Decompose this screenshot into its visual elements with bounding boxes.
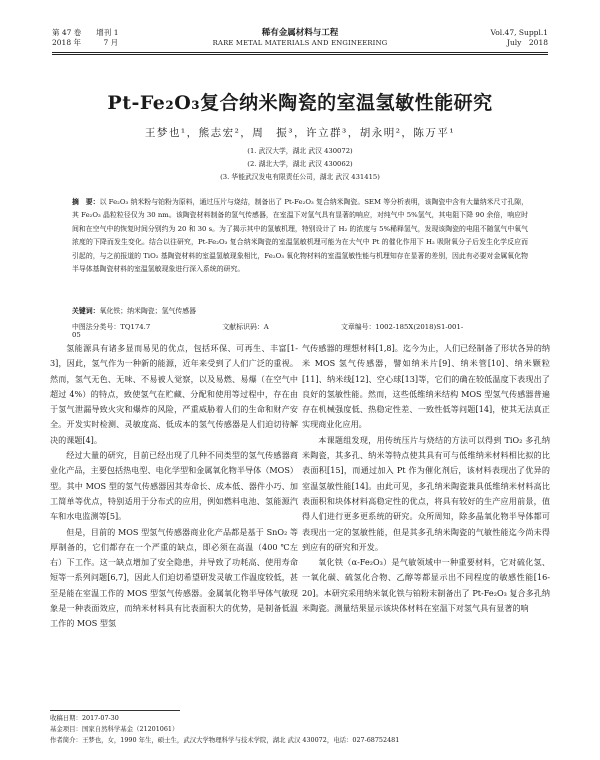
paragraph: 本课题组发现，用传统压片与烧结的方法可以得到 TiO₂ 多孔纳米陶瓷，其多孔、纳米等特点使其具有可与低维纳米材料相比拟的比表面积[15]，而通过加入 Pt 作为催化剂后，该材料表现出了优异的室温氢敏性能[14]。由此可见，多孔纳米陶瓷兼具低维纳米材料高比表面积和块体材料高稳定性的优点，将具有较好的生产应用前景，值得人们进行更多更系统的研究。众所周知，除多晶氧化物半导体都可表现出一定的氢敏性能，但是其多孔纳米陶瓷的气敏性能迄今尚未得到应有的研究和开发。 (302, 434, 550, 552)
clc-number: 中图法分类号：TQ174.7 (72, 323, 151, 331)
header-center (52, 28, 548, 48)
body-column-left (50, 341, 298, 632)
affiliation-1: (1. 武汉大学，湖北 武汉 430072) (247, 147, 353, 155)
year-month-cn: 2018 年 7 月 (52, 38, 119, 47)
volume-issue-cn: 第 47 卷 增刊 1 (52, 28, 119, 37)
article-number: 文章编号：1002-185X(2018)S1-001-05 (72, 323, 464, 339)
footnote-rule (50, 710, 180, 711)
funding: 基金项目：国家自然科学基金（21201061） (50, 724, 179, 733)
abstract-text: 以 Fe₂O₃ 纳米粉与铂粉为原料，通过压片与烧结，制备出了 Pt-Fe₂O₃ 复合纳米陶瓷。SEM 等分析表明，该陶瓷中含有大量纳米尺寸孔隙，其 Fe₂O₃ 晶粒粒径仅为 30 nm。该陶瓷材料制备的氢气传感器，在室温下对氢气具有显著的响应，对纯气中 5%氢气，其电阻下降 90 余倍，响应时间和在空气中的恢复时间分别约为 20 和 30 s。为了揭示其中的氢敏机理，特别设计了 H₂ 的浓度与 5%稀释氢气，发现该陶瓷的电阻不随氢气中氧气浓度的下降而发生变化。结合以往研究，Pt-Fe₂O₃ 复合纳米陶瓷的室温氢敏机理可能为在大气中 Pt 的催化作用下 H₂ 吸附氧分子后发生化学反应而引起的，与之前报道的 TiO₂ 基陶瓷材料的室温氢敏现象相比，Fe₂O₃ 氧化物材料的室温氢敏性能与机理知存在显著的差别，因此有必要对金属氧化物半导体基陶瓷材料的室温氢敏现象进行深入系统的研究。 (72, 198, 528, 274)
paragraph: 氢能源具有诸多显而易见的优点，包括环保、可再生、丰富[1-3]，因此，氢气作为一种新的能源，近年来受到了人们广泛的重视。然而，氢气无色、无味、不易被人觉察，以及易燃、易爆（在空气中超过 4%）的特点，致使氢气在贮藏、分配和使用等过程中，存在由于氢气泄漏导致火灾和爆炸的风险，严重威胁着人们的生命和财产安全。开发实时检测、灵敏度高、低成本的氢气传感器是人们迫切待解决的课题[4]。 (50, 343, 298, 445)
author-bio: 作者简介：王梦也，女，1990 年生，硕士生，武汉大学物理科学与技术学院，湖北 武汉 430072，电话：027-68752481 (50, 735, 400, 744)
document-code: 文献标识码：A (222, 323, 269, 331)
paragraph: 气传感器的理想材料[1,8]。迄今为止，人们已经制备了形状各异的纳米 MOS 氢气传感器，譬如纳米片[9]、纳米管[10]、纳米颗粒[11]、纳米线[12]、空心球[13]等，它们的确在较低温度下表现出了良好的氢敏性能。然而，这些低维纳米结构 MOS 型氢气传感器普遍存在机械强度低、热稳定性差、一致性低等问题[14]，使其无法真正实现商业化应用。 (302, 343, 550, 430)
classification-line (72, 321, 528, 339)
paragraph: 经过大量的研究，目前已经出现了几种不同类型的氢气传感器商业化产品，主要包括热电型、电化学型和金属氧化物半导体（MOS）型。其中 MOS 型的氢气传感器因其寿命长、成本低、器件小巧、加工简单等优点，特别适用于分布式的应用，例如燃料电池、氢能源汽车和水电监测等[5]。 (50, 450, 298, 522)
running-header (52, 28, 548, 54)
keywords (72, 305, 528, 315)
journal-name-cn: 稀有金属材料与工程 (261, 28, 339, 38)
footnotes (50, 713, 550, 745)
paragraph: 但是，目前的 MOS 型氢气传感器商业化产品都是基于 SnO₂ 等厚制备的，它们都存在一个严重的缺点，即必须在高温（400 ℃左右）下工作。这一缺点增加了安全隐患，并导致了功耗高、使用寿命短等一系列问题[6,7]，因此人们迫切希望研发灵敏工作温度较低，甚至是能在室温工作的 MOS 型氢气传感器。金属氧化物半导体气敏现象是一种表面效应，而纳米材料具有比表面积大的优势，是制备低温工作的 MOS 型氢 (50, 526, 298, 629)
paper-title: Pt-Fe₂O₃复合纳米陶瓷的室温氢敏性能研究 (107, 92, 493, 114)
abstract (72, 196, 528, 276)
affiliation-3: (3. 华能武汉发电有限责任公司，湖北 武汉 431415) (220, 173, 380, 181)
author-list: 王梦也¹，熊志宏²，周 振³，许立群³，胡永明²，陈万平¹ (144, 127, 456, 139)
date-en: July 2018 (506, 38, 548, 47)
journal-name-en: RARE METAL MATERIALS AND ENGINEERING (212, 39, 388, 47)
paragraph: 氧化铁（α-Fe₂O₃）是气敏领域中一种重要材料，它对硫化氢、一氧化碳、硫氢化合物、乙醇等都显示出不同程度的敏感性能[16-20]。本研究采用纳米氧化铁与铂粉末制备出了 Pt-Fe₂O₃ 复合多孔纳米陶瓷。测量结果显示该块体材料在室温下对氢气具有显著的响 (302, 557, 550, 614)
affiliation-2: (2. 湖北大学，湖北 武汉 430062) (247, 160, 353, 168)
keywords-text: 氧化铁；纳米陶瓷；氢气传感器 (99, 307, 197, 315)
header-right (491, 28, 548, 48)
volume-issue-en: Vol.47, Suppl.1 (490, 28, 548, 37)
abstract-label: 摘 要： (72, 198, 100, 206)
body-column-right (302, 341, 550, 616)
affiliations (60, 145, 540, 184)
keywords-label: 关键词： (72, 307, 100, 315)
received-date: 收稿日期：2017-07-30 (50, 714, 119, 722)
header-rule (52, 52, 548, 55)
